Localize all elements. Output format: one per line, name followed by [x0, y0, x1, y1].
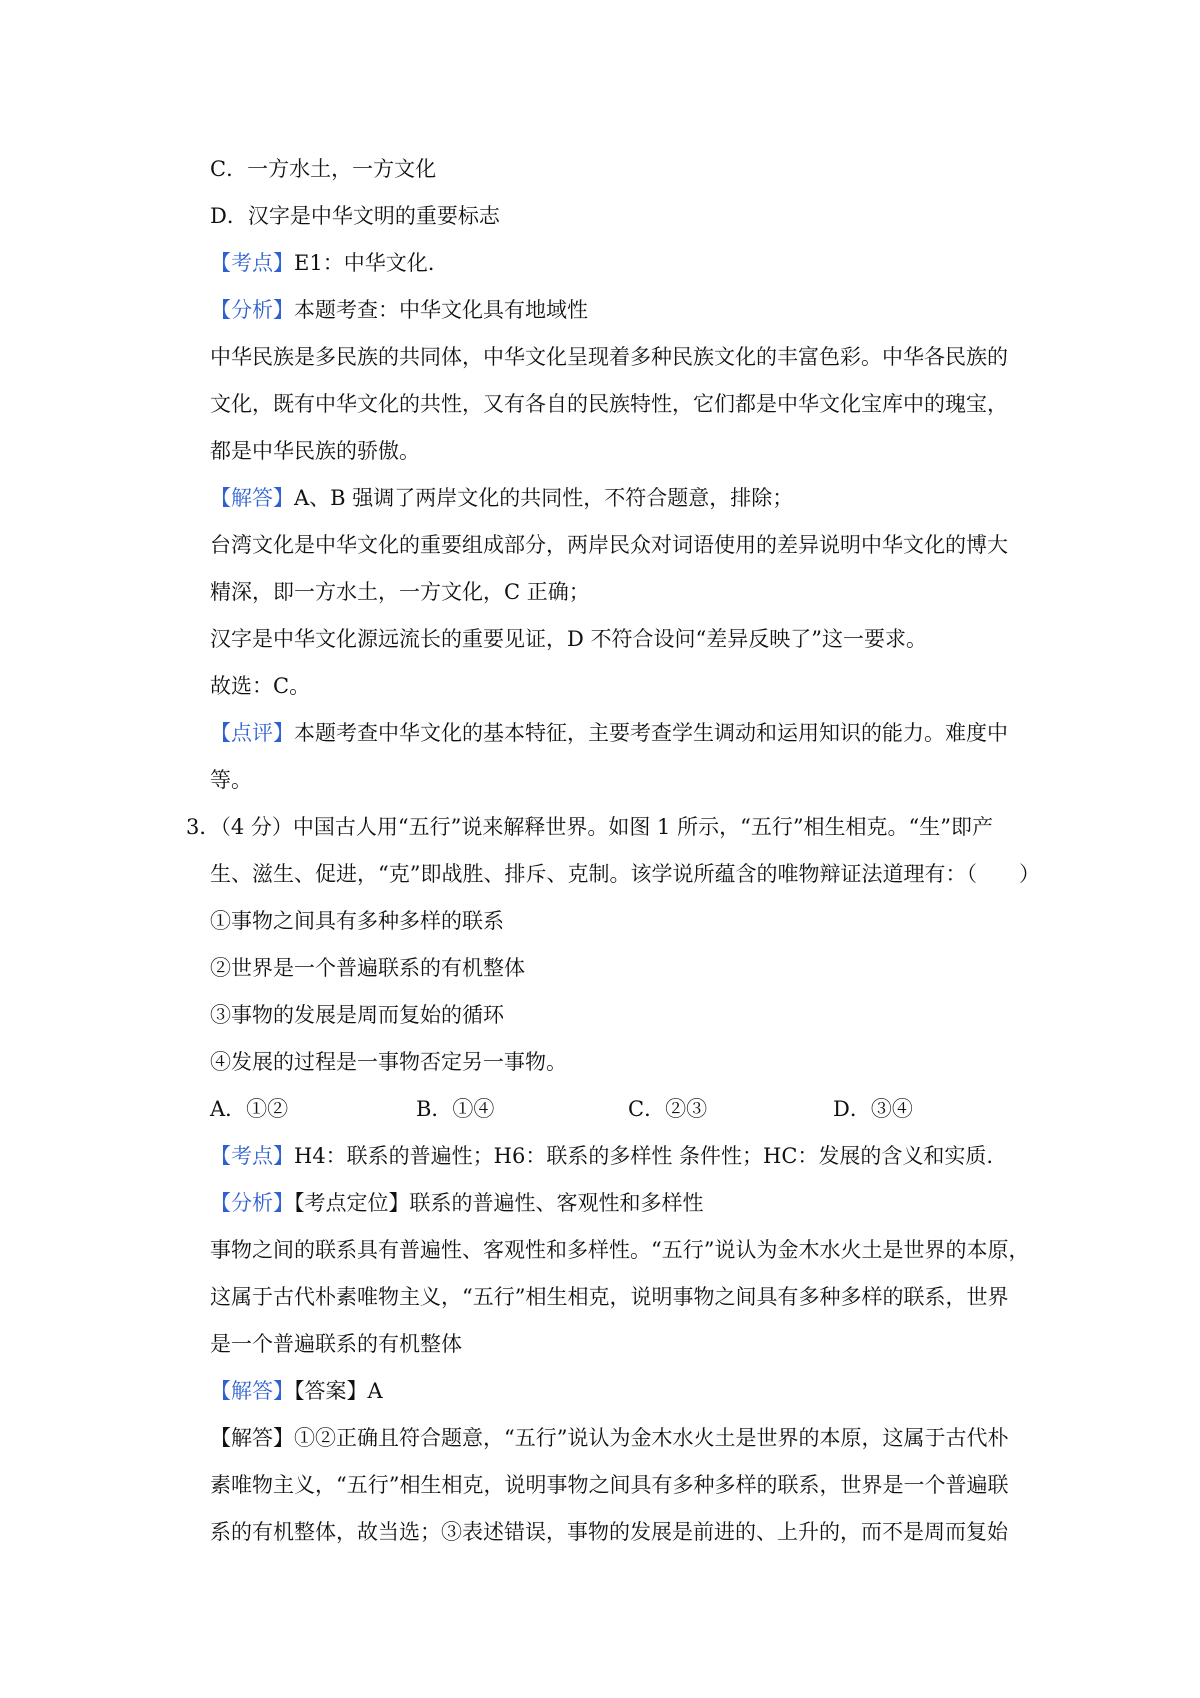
explain-line: 素唯物主义，“五行”相生相克，说明事物之间具有多种多样的联系，世界是一个普遍联	[210, 1473, 1009, 1497]
jieda-text: 【答案】A	[294, 1379, 383, 1403]
kaodian-tag: 【考点】	[210, 1144, 294, 1168]
statement: ①事物之间具有多种多样的联系	[210, 909, 504, 933]
kaodian-tag: 【考点】	[210, 251, 294, 275]
question-3-stem: 生、滋生、促进，“克”即战胜、排斥、克制。该学说所蕴含的唯物辩证法道理有：（ ）	[210, 862, 1040, 886]
option-a: A．①②	[210, 1097, 289, 1121]
fenxi-tag: 【分析】	[210, 298, 294, 322]
answer-line: 精深，即一方水土，一方文化，C 正确；	[210, 580, 590, 604]
fenxi-line	[210, 295, 588, 325]
answer-line: 故选：C。	[210, 674, 311, 698]
kaodian-text: H4：联系的普遍性；H6：联系的多样性 条件性；HC：发展的含义和实质.	[294, 1144, 994, 1168]
option-d: D．汉字是中华文明的重要标志	[210, 204, 500, 228]
answer-line: 汉字是中华文化源远流长的重要见证，D 不符合设问“差异反映了”这一要求。	[210, 627, 927, 651]
jieda-line	[210, 483, 793, 513]
dianping-text: 本题考查中华文化的基本特征，主要考查学生调动和运用知识的能力。难度中	[294, 721, 1008, 745]
fenxi-text: 【考点定位】联系的普遍性、客观性和多样性	[294, 1191, 704, 1215]
options-row	[210, 1094, 1010, 1124]
fenxi-line	[210, 1188, 704, 1218]
explain-line: 系的有机整体，故当选；③表述错误，事物的发展是前进的、上升的，而不是周而复始	[210, 1520, 1008, 1544]
answer-line: 台湾文化是中华文化的重要组成部分，两岸民众对词语使用的差异说明中华文化的博大	[210, 533, 1008, 557]
option-c: C．②③	[628, 1097, 708, 1121]
dianping-line	[210, 718, 1008, 748]
question-3-stem: 3．（4 分）中国古人用“五行”说来解释世界。如图 1 所示，“五行”相生相克。“生”即产	[186, 815, 994, 839]
option-d: D．③④	[833, 1097, 913, 1121]
kaodian-line	[210, 248, 434, 278]
analysis-line: 中华民族是多民族的共同体，中华文化呈现着多种民族文化的丰富色彩。中华各民族的	[210, 345, 1008, 369]
analysis-line: 这属于古代朴素唯物主义，“五行”相生相克，说明事物之间具有多种多样的联系，世界	[210, 1285, 1009, 1309]
analysis-line: 都是中华民族的骄傲。	[210, 439, 420, 463]
kaodian-line	[210, 1141, 993, 1171]
option-b: B．①④	[416, 1097, 495, 1121]
dianping-tag: 【点评】	[210, 721, 294, 745]
jieda-tag: 【解答】	[210, 486, 294, 510]
fenxi-tag: 【分析】	[210, 1191, 294, 1215]
statement: ③事物的发展是周而复始的循环	[210, 1003, 504, 1027]
option-c: C．一方水土，一方文化	[210, 157, 437, 181]
fenxi-text: 本题考查：中华文化具有地域性	[294, 298, 588, 322]
analysis-line: 是一个普遍联系的有机整体	[210, 1332, 462, 1356]
kaodian-text: E1：中华文化.	[294, 251, 435, 275]
jieda-tag: 【解答】	[210, 1379, 294, 1403]
analysis-line: 文化，既有中华文化的共性，又有各自的民族特性，它们都是中华文化宝库中的瑰宝，	[210, 392, 1008, 416]
statement: ④发展的过程是一事物否定另一事物。	[210, 1050, 567, 1074]
statement: ②世界是一个普遍联系的有机整体	[210, 956, 525, 980]
analysis-line: 事物之间的联系具有普遍性、客观性和多样性。“五行”说认为金木水火土是世界的本原，	[210, 1238, 1030, 1262]
jieda-line	[210, 1376, 383, 1406]
dianping-cont: 等。	[210, 768, 252, 792]
jieda-text: A、B 强调了两岸文化的共同性，不符合题意，排除；	[294, 486, 794, 510]
explain-line: 【解答】①②正确且符合题意，“五行”说认为金木水火土是世界的本原，这属于古代朴	[210, 1426, 1009, 1450]
